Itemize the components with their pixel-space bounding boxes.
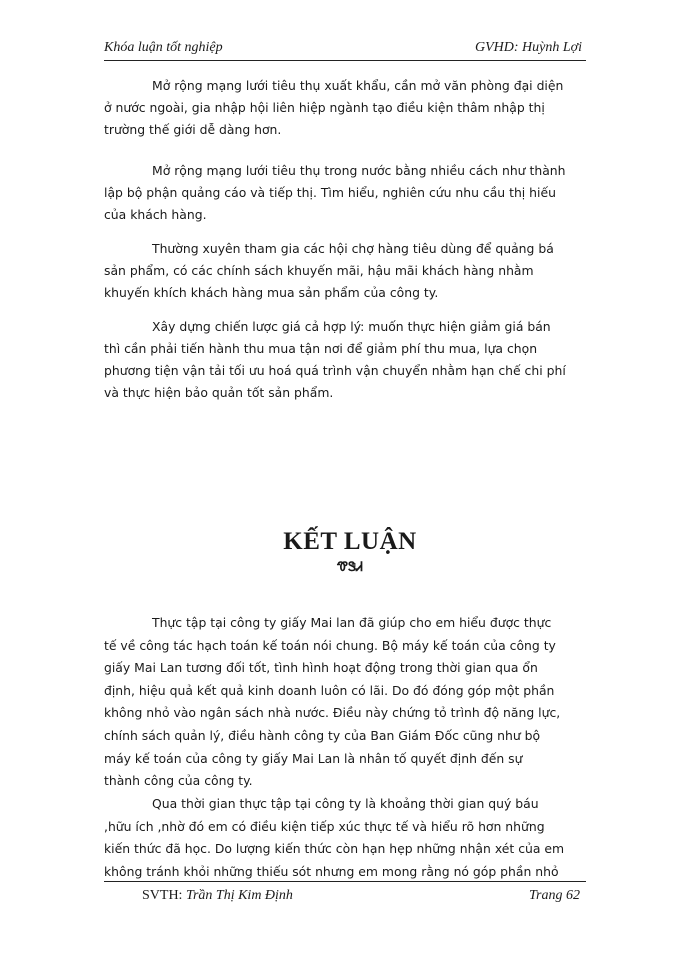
- text-line: Xây dựng chiến lược giá cả hợp lý: muốn thực hiện giảm giá bán: [152, 319, 551, 334]
- text-line: sản phẩm, có các chính sách khuyến mãi, hậu mãi khách hàng nhằm: [104, 263, 534, 278]
- footer-student: [142, 888, 293, 904]
- footer-page-number: Trang 62: [529, 888, 580, 903]
- paragraph-conclusion-2: [104, 793, 590, 883]
- paragraph-conclusion-1: [104, 612, 590, 793]
- paragraph-domestic-network: [104, 160, 590, 226]
- text-line: của khách hàng.: [104, 207, 207, 222]
- footer-student-name: Trần Thị Kim Định: [185, 888, 293, 903]
- text-line: Mở rộng mạng lưới tiêu thụ xuất khẩu, cần mở văn phòng đại diện: [152, 78, 564, 93]
- text-line: giấy Mai Lan tương đối tốt, tình hình hoạt động trong thời gian qua ổn: [104, 660, 538, 676]
- paragraph-pricing-strategy: [104, 316, 590, 404]
- text-line: kiến thức đã học. Do lượng kiến thức còn hạn hẹp những nhận xét của em: [104, 841, 565, 857]
- text-line: ở nước ngoài, gia nhập hội liên hiệp ngành tạo điều kiện thâm nhập thị: [104, 100, 545, 115]
- text-line: không tránh khỏi những thiếu sót nhưng em mong rằng nó góp phần nhỏ: [104, 863, 559, 879]
- text-line: lập bộ phận quảng cáo và tiếp thị. Tìm hiểu, nghiên cứu nhu cầu thị hiếu: [104, 185, 556, 200]
- text-line: ,hữu ích ,nhờ đó em có điều kiện tiếp xúc thực tế và hiểu rõ hơn những: [104, 818, 545, 834]
- text-line: Thực tập tại công ty giấy Mai lan đã giúp cho em hiểu được thực: [152, 615, 552, 630]
- text-line: và thực hiện bảo quản tốt sản phẩm.: [104, 385, 334, 400]
- text-line: máy kế toán của công ty giấy Mai Lan là nhân tố quyết định đến sự: [104, 750, 523, 766]
- text-line: thì cần phải tiến hành thu mua tận nơi để giảm phí thu mua, lựa chọn: [104, 341, 538, 356]
- text-line: tế về công tác hạch toán kế toán nói chung. Bộ máy kế toán của công ty: [104, 637, 556, 653]
- text-line: khuyến khích khách hàng mua sản phẩm của công ty.: [104, 285, 439, 300]
- text-line: thành công của công ty.: [104, 773, 253, 789]
- text-line: Mở rộng mạng lưới tiêu thụ trong nước bằng nhiều cách như thành: [152, 163, 566, 178]
- section-title-conclusion: KẾT LUẬN: [283, 528, 417, 555]
- footer-student-label: SVTH:: [142, 888, 186, 903]
- paragraph-trade-fairs: [104, 238, 590, 304]
- text-line: Thường xuyên tham gia các hội chợ hàng tiêu dùng để quảng bá: [152, 241, 554, 256]
- ornament-divider-icon: ᏡᏕᏗ: [337, 560, 363, 575]
- paragraph-export-network: [104, 75, 590, 141]
- text-line: Qua thời gian thực tập tại công ty là khoảng thời gian quý báu: [152, 796, 539, 811]
- page-footer: [104, 881, 586, 906]
- page-header: [104, 36, 586, 61]
- text-line: không nhỏ vào ngân sách nhà nước. Điều này chứng tỏ trình độ năng lực,: [104, 705, 561, 721]
- header-advisor: GVHD: Huỳnh Lợi: [474, 40, 582, 55]
- text-line: chính sách quản lý, điều hành công ty của Ban Giám Đốc cũng như bộ: [104, 727, 541, 743]
- text-line: trường thế giới dễ dàng hơn.: [104, 122, 282, 137]
- text-line: định, hiệu quả kết quả kinh doanh luôn có lãi. Do đó đóng góp một phần: [104, 682, 555, 698]
- text-line: phương tiện vận tải tối ưu hoá quá trình vận chuyển nhằm hạn chế chi phí: [104, 363, 566, 378]
- header-course-title: Khóa luận tốt nghiệp: [104, 40, 223, 55]
